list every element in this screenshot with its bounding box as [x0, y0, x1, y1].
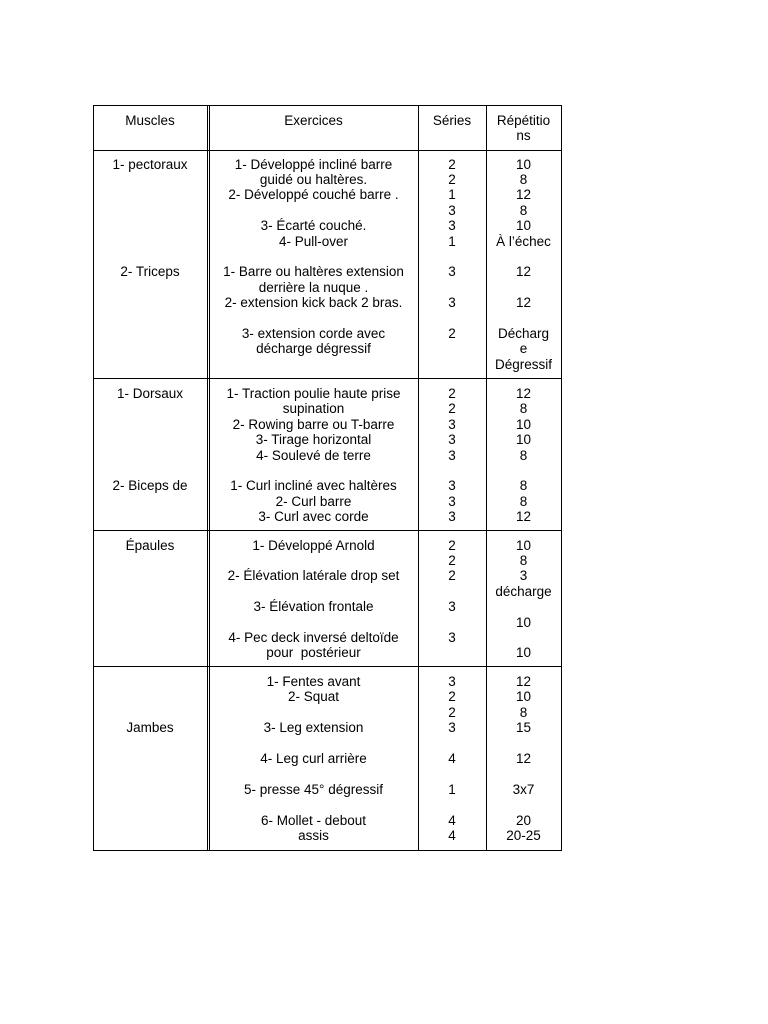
section-divider: [93, 530, 562, 531]
reps-value: 10: [515, 432, 532, 448]
reps-value: 12: [515, 509, 532, 525]
reps-value: 10: [515, 614, 532, 630]
exercise: 3- Curl avec corde: [258, 509, 369, 525]
series-value: 3: [448, 674, 456, 689]
reps-value: 8: [519, 704, 528, 720]
reps-value: 10: [515, 218, 532, 234]
exercise: 2- extension kick back 2 bras.: [224, 295, 403, 311]
reps-value: 8: [519, 478, 528, 494]
series-value: 3: [448, 432, 456, 448]
exercise: 3- Élévation frontale: [253, 599, 374, 615]
header-exercises-cell: [209, 105, 418, 150]
exercise: 2- Rowing barre ou T-barre: [232, 416, 395, 432]
header-exercises: Exercices: [284, 113, 343, 128]
reps-column: [486, 156, 561, 372]
series-value: 2: [448, 171, 456, 187]
reps-value: 12: [515, 386, 532, 401]
series-column: [418, 156, 486, 341]
header-muscles-cell: [93, 105, 207, 150]
series-value: 4: [448, 751, 456, 766]
exercise: assis: [298, 828, 329, 843]
reps-value: 12: [515, 674, 532, 689]
reps-value: 10: [515, 156, 532, 172]
exercise: 3- Tirage horizontal: [255, 432, 372, 448]
series-value: 3: [448, 416, 456, 432]
series-value: 1: [448, 781, 456, 797]
series-value: 4: [448, 828, 456, 843]
header-series: Séries: [432, 113, 472, 128]
section-divider: [93, 378, 562, 379]
exercise: 1- Développé Arnold: [252, 537, 375, 553]
header-reps-cell: [486, 105, 561, 150]
muscle-group: 1- pectoraux: [112, 156, 188, 172]
exercise: 3- Écarté couché.: [260, 218, 367, 234]
reps-value: 8: [519, 552, 528, 568]
section-divider: [93, 666, 562, 667]
muscles-column: [93, 156, 207, 280]
muscle-group: Jambes: [126, 720, 174, 736]
series-value: 2: [448, 568, 456, 584]
series-value: 3: [448, 478, 456, 494]
series-value: 2: [448, 552, 456, 568]
exercise: 1- Développé incliné barre: [234, 156, 393, 172]
exercise: 4- Pull-over: [278, 233, 349, 249]
series-value: 4: [448, 812, 456, 828]
series-column: [418, 386, 486, 525]
reps-value: 12: [515, 295, 532, 311]
exercise: 1- Fentes avant: [266, 674, 361, 689]
series-value: 3: [448, 295, 456, 311]
muscle-group: 1- Dorsaux: [116, 386, 184, 401]
reps-column: [486, 537, 561, 661]
reps-value: 10: [515, 689, 532, 705]
series-value: 2: [448, 704, 456, 720]
series-value: 2: [448, 386, 456, 401]
exercise: 2- Élévation latérale drop set: [227, 568, 400, 584]
series-column: [418, 537, 486, 645]
muscle-group: 2- Triceps: [120, 264, 180, 280]
exercises-column: [209, 674, 418, 843]
exercise: derrière la nuque .: [258, 279, 369, 295]
reps-value: 3x7: [512, 781, 535, 797]
reps-value: décharge: [495, 583, 552, 599]
exercise: 1- Traction poulie haute prise: [226, 386, 401, 401]
muscle-group: Épaules: [125, 537, 175, 553]
series-value: 2: [448, 401, 456, 417]
exercise: 4- Soulevé de terre: [256, 447, 371, 463]
exercise: 5- presse 45° dégressif: [244, 781, 383, 797]
exercise: 3- Leg extension: [263, 720, 364, 736]
reps-value: 10: [515, 416, 532, 432]
exercise: pour postérieur: [266, 645, 361, 661]
reps-value: 3: [519, 568, 528, 584]
reps-value: À l’échec: [496, 233, 551, 249]
exercise: 4- Leg curl arrière: [260, 751, 367, 766]
reps-value: 8: [519, 447, 528, 463]
exercises-column: [209, 156, 418, 357]
reps-value: 12: [515, 264, 532, 280]
reps-value: 20-25: [506, 828, 541, 843]
series-value: 3: [448, 447, 456, 463]
series-value: 2: [448, 325, 456, 341]
series-value: 3: [448, 218, 456, 234]
reps-value: 8: [519, 171, 528, 187]
exercise: 2- Squat: [287, 689, 340, 705]
muscles-column: [93, 537, 207, 553]
header-series-cell: [418, 105, 486, 150]
series-value: 3: [448, 720, 456, 736]
reps-value: 20: [515, 812, 532, 828]
exercise: 2- Curl barre: [275, 493, 352, 509]
series-value: 2: [448, 156, 456, 172]
muscle-group: 2- Biceps de: [112, 478, 188, 494]
header-divider: [93, 150, 562, 151]
header-reps-line2: ns: [516, 128, 531, 144]
series-column: [418, 674, 486, 843]
reps-value: Dégressif: [494, 356, 553, 372]
exercise: 4- Pec deck inversé deltoïde: [228, 629, 399, 645]
header-reps-line1: Répétitio: [496, 113, 551, 128]
exercise: 1- Curl incliné avec haltères: [230, 478, 397, 494]
reps-value: 15: [515, 720, 532, 736]
reps-value: 12: [515, 751, 532, 766]
exercises-column: [209, 537, 418, 661]
series-value: 3: [448, 493, 456, 509]
series-value: 2: [448, 689, 456, 705]
muscles-column: [93, 386, 207, 494]
reps-value: 12: [515, 187, 532, 203]
series-value: 3: [448, 599, 456, 615]
muscles-column: [93, 674, 207, 736]
series-value: 1: [448, 187, 456, 203]
table-border-right: [561, 105, 562, 851]
exercise: décharge dégressif: [256, 341, 371, 357]
series-value: 1: [448, 233, 456, 249]
reps-column: [486, 386, 561, 525]
reps-value: 8: [519, 202, 528, 218]
table-border-bottom: [93, 850, 562, 851]
series-value: 3: [448, 202, 456, 218]
exercises-column: [209, 386, 418, 525]
series-value: 3: [448, 509, 456, 525]
reps-value: 10: [515, 645, 532, 661]
series-value: 3: [448, 264, 456, 280]
header-muscles: Muscles: [125, 113, 175, 128]
reps-value: e: [519, 341, 528, 357]
exercise: supination: [282, 401, 345, 417]
reps-value: 8: [519, 401, 528, 417]
exercise: 3- extension corde avec: [241, 325, 386, 341]
exercise: 6- Mollet - debout: [260, 812, 367, 828]
exercise: guidé ou haltères.: [259, 171, 368, 187]
reps-column: [486, 674, 561, 843]
exercise: 1- Barre ou haltères extension: [223, 264, 404, 280]
reps-value: 10: [515, 537, 532, 553]
exercise: 2- Développé couché barre .: [228, 187, 399, 203]
series-value: 3: [448, 629, 456, 645]
reps-value: Décharg: [497, 325, 550, 341]
reps-value: 8: [519, 493, 528, 509]
series-value: 2: [448, 537, 456, 553]
